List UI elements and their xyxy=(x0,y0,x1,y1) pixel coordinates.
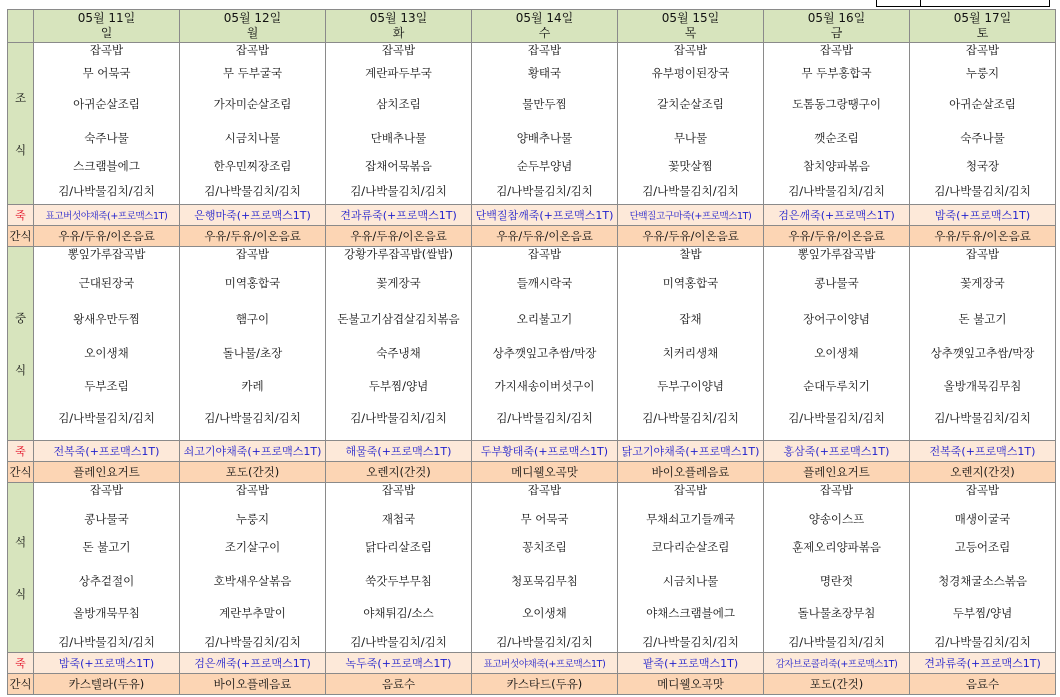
breakfast-menu-cell xyxy=(764,43,910,205)
porridge-cell: 해물죽(+프로맥스1T) xyxy=(326,441,472,462)
menu-item: 매생이굴국 xyxy=(954,512,1011,526)
breakfast-menu-cell xyxy=(618,43,764,205)
porridge-cell: 표고버섯야채죽(+프로맥스1T) xyxy=(472,653,618,674)
menu-item: 가지새송이버섯구이 xyxy=(494,379,595,393)
dinner-menu-cell xyxy=(472,483,618,653)
breakfast-menu-cell xyxy=(472,43,618,205)
menu-item: 돌나물초장무침 xyxy=(797,606,876,620)
snack-cell: 음료수 xyxy=(910,674,1056,695)
lunch-menu-cell xyxy=(910,247,1056,441)
menu-item: 오이생채 xyxy=(84,346,129,360)
menu-item: 쑥갓두부무침 xyxy=(365,574,432,588)
day-date: 05월 16일 xyxy=(807,11,866,25)
menu-item: 스크램블에그 xyxy=(73,159,140,173)
menu-item: 무채쇠고기들깨국 xyxy=(646,512,735,526)
dinner-menu-cell xyxy=(180,483,326,653)
menu-item: 김/나박물김치/김치 xyxy=(642,184,739,198)
menu-item: 상추깻잎고추쌈/막장 xyxy=(930,346,1035,360)
porridge-cell: 검은깨죽(+프로맥스1T) xyxy=(180,653,326,674)
porridge-cell: 밤죽(+프로맥스1T) xyxy=(34,653,180,674)
menu-item: 조기살구이 xyxy=(224,540,281,554)
lunch-porridge-row xyxy=(8,441,1056,462)
porridge-cell: 표고버섯야채죽(+프로맥스1T) xyxy=(34,205,180,226)
menu-item: 김/나박물김치/김치 xyxy=(496,635,593,649)
lunch-menu-cell xyxy=(326,247,472,441)
day-date: 05월 14일 xyxy=(515,11,574,25)
porridge-cell: 전복죽(+프로맥스1T) xyxy=(34,441,180,462)
porridge-cell: 닭고기야채죽(+프로맥스1T) xyxy=(618,441,764,462)
breakfast-label-char: 조 xyxy=(14,90,27,105)
menu-item: 김/나박물김치/김치 xyxy=(788,635,885,649)
menu-item: 명란젓 xyxy=(819,574,854,588)
weekly-menu-table xyxy=(7,9,1056,695)
corner-cell xyxy=(8,10,34,43)
dinner-menu-cell xyxy=(326,483,472,653)
menu-item: 근대된장국 xyxy=(78,276,135,290)
day-of-week: 목 xyxy=(684,26,697,40)
breakfast-label-char: 식 xyxy=(14,142,27,157)
menu-item: 꽃게장국 xyxy=(376,276,421,290)
porridge-cell: 밤죽(+프로맥스1T) xyxy=(910,205,1056,226)
menu-item: 갈치순살조림 xyxy=(657,97,724,111)
lunch-label xyxy=(8,247,34,441)
menu-item: 유부펑이된장국 xyxy=(651,66,730,80)
menu-item: 재첩국 xyxy=(381,512,416,526)
menu-item: 잡곡밥 xyxy=(965,483,1000,497)
menu-item: 호박새우살볶음 xyxy=(213,574,292,588)
menu-item: 김/나박물김치/김치 xyxy=(642,411,739,425)
snack-cell: 우유/두유/이온음료 xyxy=(472,226,618,247)
dinner-porridge-row xyxy=(8,653,1056,674)
menu-item: 잡곡밥 xyxy=(673,483,708,497)
snack-cell: 메디웰오곡맛 xyxy=(472,462,618,483)
menu-item: 잡곡밥 xyxy=(235,43,270,57)
menu-item: 아귀순살조림 xyxy=(949,97,1016,111)
menu-item: 김/나박물김치/김치 xyxy=(58,635,155,649)
menu-item: 김/나박물김치/김치 xyxy=(204,184,301,198)
menu-item: 김/나박물김치/김치 xyxy=(350,184,447,198)
lunch-menu-cell xyxy=(180,247,326,441)
menu-item: 순대두루치기 xyxy=(803,379,870,393)
dinner-label-char: 석 xyxy=(14,534,27,549)
breakfast-snack-row xyxy=(8,226,1056,247)
menu-item: 청국장 xyxy=(965,159,1000,173)
day-of-week: 토 xyxy=(976,26,989,40)
menu-item: 양송이스프 xyxy=(808,512,865,526)
menu-item: 아귀순살조림 xyxy=(73,97,140,111)
lunch-label-char: 중 xyxy=(14,310,27,325)
menu-item: 시금치나물 xyxy=(224,131,281,145)
dinner-row xyxy=(8,483,1056,653)
menu-item: 잡곡밥 xyxy=(965,247,1000,261)
lunch-menu-cell xyxy=(34,247,180,441)
dinner-snack-row xyxy=(8,674,1056,695)
menu-item: 올방개묵무침 xyxy=(73,606,140,620)
snack-cell: 우유/두유/이온음료 xyxy=(764,226,910,247)
menu-item: 가자미순살조림 xyxy=(213,97,292,111)
breakfast-menu-cell xyxy=(180,43,326,205)
day-header xyxy=(472,10,618,43)
snack-cell: 오렌지(간것) xyxy=(326,462,472,483)
menu-item: 장어구이양념 xyxy=(803,312,870,326)
menu-item: 잡곡밥 xyxy=(89,483,124,497)
menu-item: 물만두찜 xyxy=(522,97,567,111)
day-of-week: 화 xyxy=(392,26,405,40)
menu-item: 순두부양념 xyxy=(516,159,573,173)
dinner-menu-cell xyxy=(618,483,764,653)
porridge-cell: 녹두죽(+프로맥스1T) xyxy=(326,653,472,674)
breakfast-label xyxy=(8,43,34,205)
menu-item: 무나물 xyxy=(673,131,708,145)
menu-item: 닭다리살조림 xyxy=(365,540,432,554)
menu-item: 오이생채 xyxy=(522,606,567,620)
menu-item: 카레 xyxy=(241,379,264,393)
menu-item: 계란파두부국 xyxy=(365,66,432,80)
menu-item: 참치양파볶음 xyxy=(803,159,870,173)
menu-item: 훈제오리양파볶음 xyxy=(792,540,881,554)
menu-item: 야채튀김/소스 xyxy=(363,606,434,620)
menu-item: 두부구이양념 xyxy=(657,379,724,393)
menu-item: 김/나박물김치/김치 xyxy=(58,184,155,198)
day-header xyxy=(764,10,910,43)
menu-item: 꽃게장국 xyxy=(960,276,1005,290)
menu-item: 잡곡밥 xyxy=(673,43,708,57)
menu-item: 오리불고기 xyxy=(516,312,573,326)
breakfast-porridge-row xyxy=(8,205,1056,226)
day-header xyxy=(618,10,764,43)
menu-item: 잡곡밥 xyxy=(381,483,416,497)
menu-item: 잡곡밥 xyxy=(527,483,562,497)
menu-item: 잡곡밥 xyxy=(819,483,854,497)
menu-item: 잡곡밥 xyxy=(527,43,562,57)
snack-cell: 오렌지(간것) xyxy=(910,462,1056,483)
snack-label: 간식 xyxy=(8,226,34,247)
menu-item: 무 두부홍합국 xyxy=(801,66,872,80)
snack-cell: 카스텔라(두유) xyxy=(34,674,180,695)
menu-item: 숙주냉채 xyxy=(376,346,421,360)
dinner-menu-cell xyxy=(764,483,910,653)
menu-item: 꽃맛살찜 xyxy=(668,159,713,173)
porridge-label: 죽 xyxy=(8,205,34,226)
menu-item: 돈 불고기 xyxy=(82,540,131,554)
menu-item: 올방개묵김무침 xyxy=(943,379,1022,393)
menu-item: 두부조림 xyxy=(84,379,129,393)
snack-cell: 메디웰오곡맛 xyxy=(618,674,764,695)
menu-item: 미역홍합국 xyxy=(662,276,719,290)
menu-item: 도톰동그랑땡구이 xyxy=(792,97,881,111)
menu-item: 코다리순살조림 xyxy=(651,540,730,554)
porridge-cell: 홍삼죽(+프로맥스1T) xyxy=(764,441,910,462)
breakfast-menu-cell xyxy=(34,43,180,205)
lunch-menu-cell xyxy=(764,247,910,441)
menu-item: 김/나박물김치/김치 xyxy=(204,411,301,425)
menu-item: 황태국 xyxy=(527,66,562,80)
dinner-menu-cell xyxy=(910,483,1056,653)
menu-item: 양배추나물 xyxy=(516,131,573,145)
menu-item: 두부찜/양념 xyxy=(952,606,1013,620)
day-of-week: 월 xyxy=(246,26,259,40)
breakfast-menu-cell xyxy=(326,43,472,205)
porridge-cell: 견과류죽(+프로맥스1T) xyxy=(326,205,472,226)
porridge-cell: 쇠고기야채죽(+프로맥스1T) xyxy=(180,441,326,462)
day-date: 05월 13일 xyxy=(369,11,428,25)
snack-cell: 바이오플레음료 xyxy=(180,674,326,695)
day-of-week: 금 xyxy=(830,26,843,40)
date-header-row xyxy=(8,10,1056,43)
menu-item: 찰밥 xyxy=(679,247,702,261)
menu-item: 상추겉절이 xyxy=(78,574,135,588)
lunch-row xyxy=(8,247,1056,441)
menu-item: 김/나박물김치/김치 xyxy=(788,411,885,425)
snack-cell: 플레인요거트 xyxy=(34,462,180,483)
snack-cell: 우유/두유/이온음료 xyxy=(180,226,326,247)
day-date: 05월 12일 xyxy=(223,11,282,25)
menu-item: 야채스크램블에그 xyxy=(646,606,735,620)
snack-cell: 우유/두유/이온음료 xyxy=(34,226,180,247)
snack-cell: 우유/두유/이온음료 xyxy=(910,226,1056,247)
menu-item: 무 어묵국 xyxy=(82,66,131,80)
menu-item: 청포묵김무침 xyxy=(511,574,578,588)
day-of-week: 수 xyxy=(538,26,551,40)
menu-item: 깻순조림 xyxy=(814,131,859,145)
menu-item: 김/나박물김치/김치 xyxy=(934,411,1031,425)
menu-item: 돌나물/초장 xyxy=(222,346,283,360)
menu-item: 김/나박물김치/김치 xyxy=(934,635,1031,649)
snack-cell: 음료수 xyxy=(326,674,472,695)
lunch-menu-cell xyxy=(472,247,618,441)
menu-item: 누룽지 xyxy=(235,512,270,526)
menu-item: 잡곡밥 xyxy=(89,43,124,57)
menu-item: 삼치조림 xyxy=(376,97,421,111)
menu-item: 오이생채 xyxy=(814,346,859,360)
porridge-cell: 검은깨죽(+프로맥스1T) xyxy=(764,205,910,226)
day-header xyxy=(326,10,472,43)
menu-item: 김/나박물김치/김치 xyxy=(496,184,593,198)
porridge-label: 죽 xyxy=(8,441,34,462)
snack-cell: 포도(간것) xyxy=(180,462,326,483)
menu-item: 왕새우만두찜 xyxy=(73,312,140,326)
day-date: 05월 15일 xyxy=(661,11,720,25)
menu-item: 김/나박물김치/김치 xyxy=(496,411,593,425)
menu-item: 잡채 xyxy=(679,312,702,326)
dinner-label xyxy=(8,483,34,653)
breakfast-row xyxy=(8,43,1056,205)
snack-label: 간식 xyxy=(8,674,34,695)
porridge-label: 죽 xyxy=(8,653,34,674)
snack-label: 간식 xyxy=(8,462,34,483)
header-corner-box xyxy=(876,0,1050,7)
porridge-cell: 두부황태죽(+프로맥스1T) xyxy=(472,441,618,462)
lunch-menu-cell xyxy=(618,247,764,441)
menu-item: 김/나박물김치/김치 xyxy=(204,635,301,649)
menu-item: 치커리생채 xyxy=(662,346,719,360)
menu-item: 잡곡밥 xyxy=(235,247,270,261)
snack-cell: 우유/두유/이온음료 xyxy=(326,226,472,247)
menu-item: 뽕잎가루잡곡밥 xyxy=(67,247,146,261)
day-header xyxy=(180,10,326,43)
menu-item: 누룽지 xyxy=(965,66,1000,80)
day-date: 05월 11일 xyxy=(77,11,136,25)
porridge-cell: 은행마죽(+프로맥스1T) xyxy=(180,205,326,226)
snack-cell: 우유/두유/이온음료 xyxy=(618,226,764,247)
menu-item: 뽕잎가루잡곡밥 xyxy=(797,247,876,261)
menu-item: 한우민찌장조림 xyxy=(213,159,292,173)
menu-item: 숙주나물 xyxy=(84,131,129,145)
day-date: 05월 17일 xyxy=(953,11,1012,25)
lunch-label-char: 식 xyxy=(14,362,27,377)
menu-item: 콩나물국 xyxy=(84,512,129,526)
day-of-week: 일 xyxy=(100,26,113,40)
menu-item: 꽁치조림 xyxy=(522,540,567,554)
menu-item: 잡채어묵볶음 xyxy=(365,159,432,173)
menu-item: 미역홍합국 xyxy=(224,276,281,290)
menu-item: 두부찜/양념 xyxy=(368,379,429,393)
snack-cell: 플레인요거트 xyxy=(764,462,910,483)
menu-item: 무 두부굴국 xyxy=(222,66,283,80)
porridge-cell: 단백질참깨죽(+프로맥스1T) xyxy=(472,205,618,226)
menu-item: 김/나박물김치/김치 xyxy=(788,184,885,198)
snack-cell: 포도(간것) xyxy=(764,674,910,695)
menu-item: 김/나박물김치/김치 xyxy=(350,411,447,425)
menu-item: 잡곡밥 xyxy=(235,483,270,497)
menu-item: 상추깻잎고추쌈/막장 xyxy=(492,346,597,360)
dinner-label-char: 식 xyxy=(14,586,27,601)
menu-item: 시금치나물 xyxy=(662,574,719,588)
porridge-cell: 팥죽(+프로맥스1T) xyxy=(618,653,764,674)
menu-item: 단배추나물 xyxy=(370,131,427,145)
menu-item: 돈불고기삼겹살김치볶음 xyxy=(337,312,460,326)
lunch-snack-row xyxy=(8,462,1056,483)
menu-item: 김/나박물김치/김치 xyxy=(58,411,155,425)
menu-item: 숙주나물 xyxy=(960,131,1005,145)
menu-item: 계란부추말이 xyxy=(219,606,286,620)
menu-item: 잡곡밥 xyxy=(381,43,416,57)
porridge-cell: 감자브로콜리죽(+프로맥스1T) xyxy=(764,653,910,674)
snack-cell: 바이오플레음료 xyxy=(618,462,764,483)
menu-item: 청경채굴소스볶음 xyxy=(938,574,1027,588)
dinner-menu-cell xyxy=(34,483,180,653)
menu-item: 김/나박물김치/김치 xyxy=(642,635,739,649)
menu-item: 강황가루잡곡밥(쌀밥) xyxy=(344,247,453,261)
menu-item: 잡곡밥 xyxy=(527,247,562,261)
menu-item: 들깨시락국 xyxy=(516,276,573,290)
menu-item: 돈 불고기 xyxy=(958,312,1007,326)
snack-cell: 카스타드(두유) xyxy=(472,674,618,695)
porridge-cell: 전복죽(+프로맥스1T) xyxy=(910,441,1056,462)
menu-item: 잡곡밥 xyxy=(965,43,1000,57)
menu-item: 햄구이 xyxy=(235,312,270,326)
day-header xyxy=(34,10,180,43)
menu-item: 무 어묵국 xyxy=(520,512,569,526)
menu-item: 잡곡밥 xyxy=(819,43,854,57)
day-header xyxy=(910,10,1056,43)
porridge-cell: 단백질고구마죽(+프로맥스1T) xyxy=(618,205,764,226)
menu-item: 고등어조림 xyxy=(954,540,1011,554)
menu-item: 김/나박물김치/김치 xyxy=(350,635,447,649)
menu-item: 콩나물국 xyxy=(814,276,859,290)
breakfast-menu-cell xyxy=(910,43,1056,205)
menu-item: 김/나박물김치/김치 xyxy=(934,184,1031,198)
porridge-cell: 견과류죽(+프로맥스1T) xyxy=(910,653,1056,674)
